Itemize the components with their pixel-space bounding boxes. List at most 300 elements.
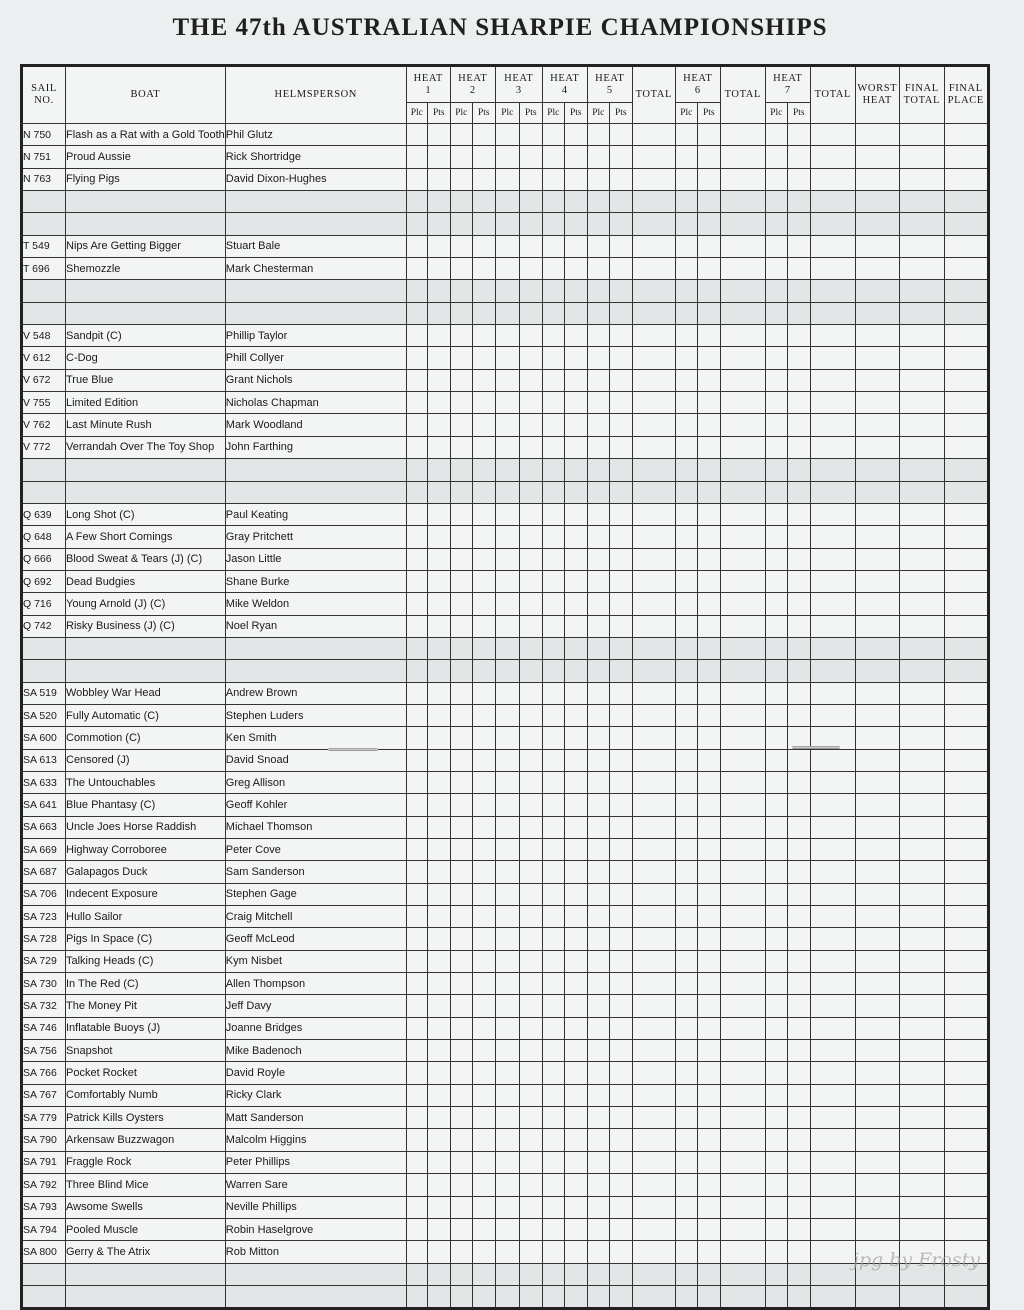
- boat-name: Uncle Joes Horse Raddish: [66, 816, 226, 838]
- helmsperson: [225, 213, 406, 235]
- score-cell: [587, 1084, 609, 1106]
- header-boat: BOAT: [66, 66, 226, 124]
- score-cell: [810, 1174, 855, 1196]
- score-cell: [564, 570, 587, 592]
- boat-name: Arkensaw Buzzwagon: [66, 1129, 226, 1151]
- score-cell: [810, 816, 855, 838]
- score-cell: [899, 1285, 944, 1308]
- results-table: [20, 64, 990, 1310]
- score-cell: [450, 392, 472, 414]
- score-cell: [609, 280, 632, 302]
- score-cell: [427, 280, 450, 302]
- score-cell: [632, 1107, 675, 1129]
- boat-name: Long Shot (C): [66, 503, 226, 525]
- header-sail-no: SAIL NO.: [22, 66, 66, 124]
- score-cell: [675, 280, 697, 302]
- score-cell: [787, 347, 810, 369]
- score-cell: [609, 459, 632, 481]
- score-cell: [609, 771, 632, 793]
- score-cell: [765, 615, 787, 637]
- score-cell: [697, 235, 720, 257]
- score-cell: [765, 526, 787, 548]
- score-cell: [587, 392, 609, 414]
- score-cell: [450, 973, 472, 995]
- sail-number: SA 687: [22, 861, 66, 883]
- score-cell: [542, 995, 564, 1017]
- score-cell: [899, 1017, 944, 1039]
- score-cell: [427, 1062, 450, 1084]
- table-row: [22, 548, 989, 570]
- score-cell: [632, 593, 675, 615]
- score-cell: [855, 637, 899, 659]
- score-cell: [564, 816, 587, 838]
- score-cell: [406, 727, 427, 749]
- score-cell: [810, 1241, 855, 1263]
- header-plc: Plc: [587, 103, 609, 124]
- score-cell: [944, 593, 988, 615]
- score-cell: [564, 861, 587, 883]
- score-cell: [427, 325, 450, 347]
- score-cell: [450, 1040, 472, 1062]
- score-cell: [406, 570, 427, 592]
- score-cell: [720, 168, 765, 190]
- score-cell: [406, 503, 427, 525]
- score-cell: [899, 794, 944, 816]
- score-cell: [495, 1174, 519, 1196]
- score-cell: [495, 325, 519, 347]
- score-cell: [675, 347, 697, 369]
- score-cell: [675, 481, 697, 503]
- score-cell: [427, 615, 450, 637]
- score-cell: [472, 1129, 495, 1151]
- score-cell: [450, 839, 472, 861]
- score-cell: [787, 570, 810, 592]
- helmsperson: [225, 280, 406, 302]
- score-cell: [720, 235, 765, 257]
- score-cell: [564, 1218, 587, 1240]
- staple-left: [328, 748, 378, 751]
- score-cell: [564, 1285, 587, 1308]
- score-cell: [697, 124, 720, 146]
- score-cell: [810, 325, 855, 347]
- score-cell: [609, 526, 632, 548]
- score-cell: [944, 235, 988, 257]
- score-cell: [765, 1263, 787, 1285]
- score-cell: [675, 213, 697, 235]
- score-cell: [609, 615, 632, 637]
- score-cell: [519, 124, 542, 146]
- table-row: [22, 1151, 989, 1173]
- score-cell: [495, 615, 519, 637]
- score-cell: [427, 548, 450, 570]
- score-cell: [697, 526, 720, 548]
- score-cell: [427, 1174, 450, 1196]
- helmsperson: Stephen Gage: [225, 883, 406, 905]
- score-cell: [765, 280, 787, 302]
- helmsperson: Nicholas Chapman: [225, 392, 406, 414]
- score-cell: [697, 436, 720, 458]
- score-cell: [899, 1040, 944, 1062]
- score-cell: [675, 771, 697, 793]
- score-cell: [564, 704, 587, 726]
- sail-number: V 612: [22, 347, 66, 369]
- score-cell: [944, 839, 988, 861]
- table-row: [22, 704, 989, 726]
- score-cell: [944, 1040, 988, 1062]
- score-cell: [944, 213, 988, 235]
- score-cell: [899, 861, 944, 883]
- score-cell: [609, 1285, 632, 1308]
- score-cell: [720, 1151, 765, 1173]
- score-cell: [609, 503, 632, 525]
- score-cell: [542, 928, 564, 950]
- score-cell: [519, 369, 542, 391]
- score-cell: [720, 906, 765, 928]
- score-cell: [720, 1062, 765, 1084]
- score-cell: [472, 124, 495, 146]
- score-cell: [495, 1218, 519, 1240]
- score-cell: [542, 1017, 564, 1039]
- score-cell: [810, 839, 855, 861]
- score-cell: [632, 526, 675, 548]
- score-cell: [675, 1241, 697, 1263]
- score-cell: [564, 369, 587, 391]
- score-cell: [899, 883, 944, 905]
- score-cell: [542, 302, 564, 324]
- score-cell: [720, 660, 765, 682]
- score-cell: [542, 682, 564, 704]
- score-cell: [427, 302, 450, 324]
- header-plc: Plc: [495, 103, 519, 124]
- score-cell: [542, 1040, 564, 1062]
- helmsperson: David Snoad: [225, 749, 406, 771]
- score-cell: [472, 347, 495, 369]
- helmsperson: Stephen Luders: [225, 704, 406, 726]
- score-cell: [519, 168, 542, 190]
- score-cell: [787, 660, 810, 682]
- header-pts: Pts: [564, 103, 587, 124]
- score-cell: [765, 950, 787, 972]
- score-cell: [720, 973, 765, 995]
- score-cell: [542, 1196, 564, 1218]
- score-cell: [632, 704, 675, 726]
- boat-name: Risky Business (J) (C): [66, 615, 226, 637]
- score-cell: [564, 1084, 587, 1106]
- score-cell: [697, 771, 720, 793]
- score-cell: [787, 526, 810, 548]
- helmsperson: Kym Nisbet: [225, 950, 406, 972]
- score-cell: [472, 660, 495, 682]
- score-cell: [632, 928, 675, 950]
- score-cell: [472, 1285, 495, 1308]
- header-heat-7: HEAT 7: [765, 66, 810, 103]
- score-cell: [855, 1174, 899, 1196]
- score-cell: [855, 146, 899, 168]
- boat-name: Highway Corroboree: [66, 839, 226, 861]
- score-cell: [675, 258, 697, 280]
- score-cell: [787, 1107, 810, 1129]
- score-cell: [855, 1151, 899, 1173]
- page-title: THE 47th AUSTRALIAN SHARPIE CHAMPIONSHIPS: [172, 14, 828, 41]
- helmsperson: Noel Ryan: [225, 615, 406, 637]
- score-cell: [450, 1285, 472, 1308]
- score-cell: [450, 1062, 472, 1084]
- helmsperson: Greg Allison: [225, 771, 406, 793]
- score-cell: [697, 1129, 720, 1151]
- score-cell: [495, 1062, 519, 1084]
- sail-number: [22, 660, 66, 682]
- sail-number: SA 792: [22, 1174, 66, 1196]
- score-cell: [406, 280, 427, 302]
- score-cell: [406, 459, 427, 481]
- score-cell: [697, 928, 720, 950]
- score-cell: [495, 258, 519, 280]
- score-cell: [899, 414, 944, 436]
- score-cell: [720, 570, 765, 592]
- score-cell: [587, 258, 609, 280]
- score-cell: [675, 861, 697, 883]
- score-cell: [810, 861, 855, 883]
- table-row: [22, 369, 989, 391]
- score-cell: [720, 1084, 765, 1106]
- score-cell: [450, 704, 472, 726]
- score-cell: [450, 347, 472, 369]
- score-cell: [944, 1129, 988, 1151]
- score-cell: [406, 1040, 427, 1062]
- score-cell: [697, 347, 720, 369]
- helmsperson: [225, 637, 406, 659]
- score-cell: [406, 637, 427, 659]
- table-row: [22, 325, 989, 347]
- score-cell: [406, 258, 427, 280]
- score-cell: [632, 369, 675, 391]
- score-cell: [450, 660, 472, 682]
- score-cell: [406, 794, 427, 816]
- score-cell: [609, 906, 632, 928]
- score-cell: [472, 950, 495, 972]
- score-cell: [944, 503, 988, 525]
- table-row: [22, 928, 989, 950]
- score-cell: [472, 839, 495, 861]
- score-cell: [899, 191, 944, 213]
- table-row: [22, 906, 989, 928]
- score-cell: [472, 1062, 495, 1084]
- score-cell: [675, 1174, 697, 1196]
- score-cell: [944, 861, 988, 883]
- score-cell: [542, 861, 564, 883]
- score-cell: [609, 704, 632, 726]
- score-cell: [406, 861, 427, 883]
- score-cell: [519, 1241, 542, 1263]
- score-cell: [632, 459, 675, 481]
- score-cell: [427, 1263, 450, 1285]
- score-cell: [587, 325, 609, 347]
- sail-number: SA 613: [22, 749, 66, 771]
- score-cell: [472, 258, 495, 280]
- score-cell: [944, 1107, 988, 1129]
- table-row: [22, 682, 989, 704]
- score-cell: [609, 146, 632, 168]
- score-cell: [697, 1151, 720, 1173]
- score-cell: [675, 995, 697, 1017]
- table-row: [22, 1285, 989, 1308]
- table-row: [22, 883, 989, 905]
- score-cell: [765, 258, 787, 280]
- score-cell: [855, 369, 899, 391]
- score-cell: [765, 794, 787, 816]
- score-cell: [609, 928, 632, 950]
- score-cell: [450, 883, 472, 905]
- score-cell: [542, 660, 564, 682]
- score-cell: [609, 1174, 632, 1196]
- boat-name: Blood Sweat & Tears (J) (C): [66, 548, 226, 570]
- boat-name: Flash as a Rat with a Gold Tooth: [66, 124, 226, 146]
- score-cell: [564, 392, 587, 414]
- score-cell: [697, 392, 720, 414]
- score-cell: [944, 302, 988, 324]
- score-cell: [564, 258, 587, 280]
- boat-name: Proud Aussie: [66, 146, 226, 168]
- table-row: [22, 794, 989, 816]
- score-cell: [587, 548, 609, 570]
- sail-number: Q 648: [22, 526, 66, 548]
- sail-number: [22, 302, 66, 324]
- score-cell: [899, 146, 944, 168]
- table-row: [22, 481, 989, 503]
- score-cell: [855, 570, 899, 592]
- score-cell: [675, 973, 697, 995]
- score-cell: [944, 481, 988, 503]
- score-cell: [855, 235, 899, 257]
- score-cell: [697, 727, 720, 749]
- score-cell: [944, 124, 988, 146]
- score-cell: [495, 704, 519, 726]
- score-cell: [472, 973, 495, 995]
- score-cell: [855, 436, 899, 458]
- score-cell: [472, 771, 495, 793]
- boat-name: Last Minute Rush: [66, 414, 226, 436]
- score-cell: [542, 727, 564, 749]
- score-cell: [899, 928, 944, 950]
- score-cell: [632, 347, 675, 369]
- score-cell: [855, 883, 899, 905]
- score-cell: [787, 280, 810, 302]
- sail-number: SA 729: [22, 950, 66, 972]
- score-cell: [542, 1062, 564, 1084]
- score-cell: [810, 503, 855, 525]
- score-cell: [472, 906, 495, 928]
- score-cell: [587, 1107, 609, 1129]
- score-cell: [855, 258, 899, 280]
- score-cell: [472, 928, 495, 950]
- score-cell: [519, 570, 542, 592]
- score-cell: [632, 682, 675, 704]
- score-cell: [944, 369, 988, 391]
- boat-name: [66, 1285, 226, 1308]
- score-cell: [899, 392, 944, 414]
- score-cell: [765, 325, 787, 347]
- score-cell: [450, 459, 472, 481]
- score-cell: [855, 1285, 899, 1308]
- score-cell: [542, 704, 564, 726]
- score-cell: [899, 727, 944, 749]
- score-cell: [720, 883, 765, 905]
- score-cell: [609, 302, 632, 324]
- boat-name: Talking Heads (C): [66, 950, 226, 972]
- score-cell: [587, 1129, 609, 1151]
- score-cell: [427, 839, 450, 861]
- score-cell: [519, 414, 542, 436]
- score-cell: [564, 950, 587, 972]
- score-cell: [519, 548, 542, 570]
- score-cell: [632, 280, 675, 302]
- score-cell: [587, 124, 609, 146]
- score-cell: [810, 1196, 855, 1218]
- score-cell: [450, 593, 472, 615]
- score-cell: [495, 1151, 519, 1173]
- score-cell: [587, 749, 609, 771]
- score-cell: [899, 1174, 944, 1196]
- score-cell: [587, 794, 609, 816]
- score-cell: [427, 414, 450, 436]
- score-cell: [450, 906, 472, 928]
- score-cell: [450, 369, 472, 391]
- score-cell: [787, 258, 810, 280]
- score-cell: [899, 1107, 944, 1129]
- score-cell: [542, 414, 564, 436]
- boat-name: [66, 302, 226, 324]
- score-cell: [609, 794, 632, 816]
- score-cell: [427, 883, 450, 905]
- score-cell: [564, 548, 587, 570]
- helmsperson: Peter Cove: [225, 839, 406, 861]
- score-cell: [519, 459, 542, 481]
- score-cell: [632, 548, 675, 570]
- helmsperson: Michael Thomson: [225, 816, 406, 838]
- score-cell: [720, 369, 765, 391]
- score-cell: [519, 906, 542, 928]
- score-cell: [697, 704, 720, 726]
- score-cell: [472, 637, 495, 659]
- score-cell: [944, 1062, 988, 1084]
- score-cell: [519, 1017, 542, 1039]
- score-cell: [632, 1017, 675, 1039]
- score-cell: [427, 146, 450, 168]
- score-cell: [810, 191, 855, 213]
- score-cell: [855, 928, 899, 950]
- score-cell: [406, 548, 427, 570]
- score-cell: [697, 258, 720, 280]
- score-cell: [765, 213, 787, 235]
- score-cell: [855, 1084, 899, 1106]
- score-cell: [720, 213, 765, 235]
- score-cell: [564, 883, 587, 905]
- score-cell: [542, 526, 564, 548]
- score-cell: [495, 1129, 519, 1151]
- score-cell: [632, 436, 675, 458]
- score-cell: [495, 548, 519, 570]
- score-cell: [675, 1062, 697, 1084]
- score-cell: [495, 459, 519, 481]
- score-cell: [787, 481, 810, 503]
- boat-name: Sandpit (C): [66, 325, 226, 347]
- score-cell: [697, 1174, 720, 1196]
- score-cell: [609, 749, 632, 771]
- score-cell: [720, 593, 765, 615]
- helmsperson: Phillip Taylor: [225, 325, 406, 347]
- score-cell: [787, 704, 810, 726]
- score-cell: [720, 459, 765, 481]
